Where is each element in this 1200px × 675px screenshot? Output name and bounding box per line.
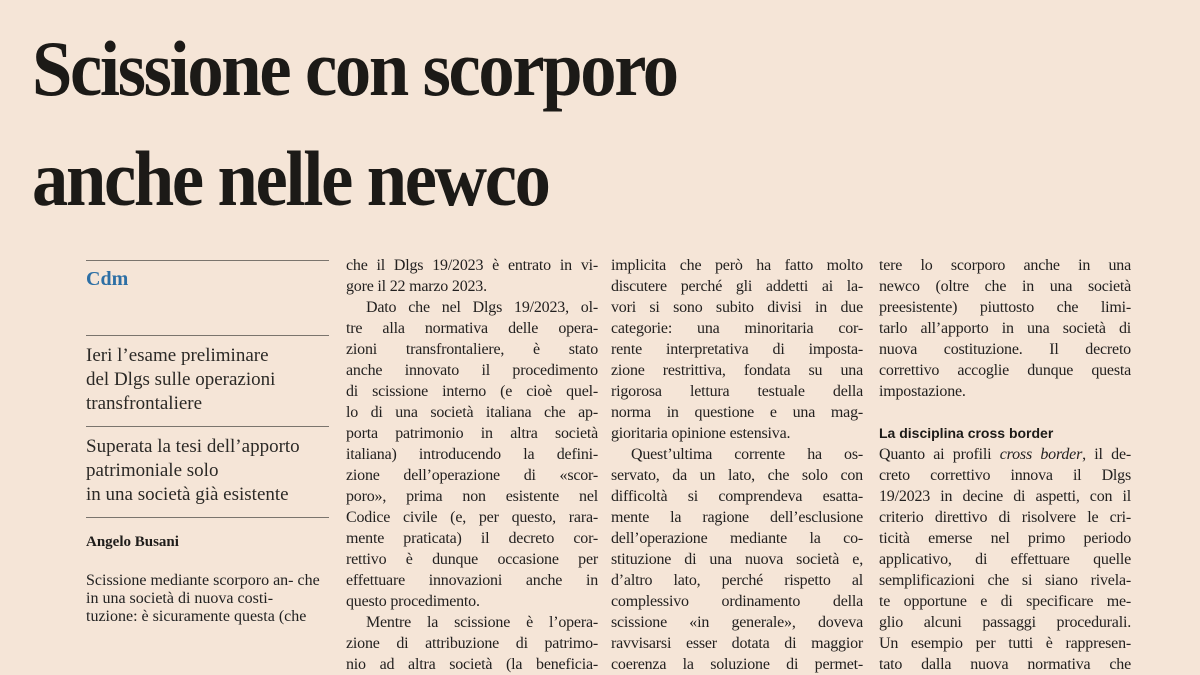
body-line: 19/2023 in decine di aspetti, con il xyxy=(879,488,1131,505)
text-fragment: , il de- xyxy=(1082,446,1131,463)
body-line: rente interpretativa di imposta- xyxy=(611,341,863,358)
body-line: rettivo è dunque occasione per xyxy=(346,551,598,568)
summary-line: Superata la tesi dell’apporto xyxy=(86,436,300,457)
body-line: Mentre la scissione è l’opera- xyxy=(366,614,598,631)
body-line: gioritaria opinione estensiva. xyxy=(611,425,791,442)
body-line: zione restrittiva, fondata su una xyxy=(611,362,863,379)
body-line: effettuare innovazioni anche in xyxy=(346,572,598,589)
sidebar xyxy=(86,260,329,625)
body-line: tato dalla nuova normativa che xyxy=(879,656,1131,673)
body-line: tere lo scorporo anche in una xyxy=(879,257,1131,274)
body-line: porta patrimonio in altra società xyxy=(346,425,598,442)
body-line: mente la ragione dell’esclusione xyxy=(611,509,863,526)
body-line: Codice civile (e, per questo, rara- xyxy=(346,509,598,526)
body-line: nio ad altra società (la beneficia- xyxy=(346,656,598,673)
body-line: scissione «in generale», doveva xyxy=(611,614,863,631)
body-line: che il Dlgs 19/2023 è entrato in vi- xyxy=(346,257,598,274)
headline-line-1: Scissione con scorporo xyxy=(32,25,677,112)
body-line: servato, da un lato, che solo con xyxy=(611,467,863,484)
body-line: impostazione. xyxy=(879,383,966,400)
summary-1 xyxy=(86,344,329,416)
body-line: questo procedimento. xyxy=(346,593,480,610)
body-line: zioni transfrontaliere, è stato xyxy=(346,341,598,358)
body-line: Un esempio per tutti è rappresen- xyxy=(879,635,1131,652)
body-line: tarlo all’apporto in una società di xyxy=(879,320,1131,337)
body-line: vori si sono subito divisi in due xyxy=(611,299,863,316)
body-line: zione di attribuzione di patrimo- xyxy=(346,635,598,652)
subheading: La disciplina cross border xyxy=(879,425,1054,441)
body-line: newco (oltre che in una società xyxy=(879,278,1131,295)
section-label: Cdm xyxy=(86,268,129,290)
author-byline: Angelo Busani xyxy=(86,534,179,550)
body-line: poro», prima non esistente nel xyxy=(346,488,598,505)
body-line: di scissione interno (e cioè quel- xyxy=(346,383,598,400)
divider xyxy=(86,335,329,336)
body-line: te opportune e di specificare me- xyxy=(879,593,1131,610)
body-line: complessivo ordinamento della xyxy=(611,593,863,610)
italic-term: cross border xyxy=(999,446,1083,463)
body-line: glio alcuni passaggi procedurali. xyxy=(879,614,1131,631)
divider xyxy=(86,260,329,261)
summary-2 xyxy=(86,435,329,507)
body-line: categorie: una minoritaria cor- xyxy=(611,320,863,337)
divider xyxy=(86,426,329,427)
body-line: d’altro lato, perché rispetto al xyxy=(611,572,863,589)
headline xyxy=(32,14,677,234)
body-line: nuova costituzione. Il decreto xyxy=(879,341,1131,358)
summary-line: transfrontaliere xyxy=(86,393,203,414)
body-line: Dato che nel Dlgs 19/2023, ol- xyxy=(366,299,598,316)
divider xyxy=(86,517,329,518)
body-line: che in una società di nuova costi- xyxy=(86,572,320,607)
text-fragment: Quanto ai profili xyxy=(879,446,1000,463)
summary-line: in una società già esistente xyxy=(86,484,289,505)
body-line: Quest’ultima corrente ha os- xyxy=(631,446,863,463)
body-line xyxy=(879,444,1131,465)
summary-line: patrimoniale solo xyxy=(86,460,219,481)
body-line: semplificazioni che si siano rivela- xyxy=(879,572,1131,589)
body-line: italiana) introducendo la defini- xyxy=(346,446,598,463)
body-line: norma in questione e una mag- xyxy=(611,404,863,421)
summary-line: Ieri l’esame preliminare xyxy=(86,345,269,366)
article-column-2 xyxy=(611,255,863,673)
body-line: dell’operazione mediante la co- xyxy=(611,530,863,547)
body-line: stituzione di una nuova società e, xyxy=(611,551,863,568)
summary-line: del Dlgs sulle operazioni xyxy=(86,369,276,390)
body-line: criterio direttivo di risolvere le cri- xyxy=(879,509,1131,526)
body-line: correttivo accoglie dunque questa xyxy=(879,362,1131,379)
body-line: tuzione: è sicuramente questa (che xyxy=(86,608,307,625)
body-line: creto correttivo innova il Dlgs xyxy=(879,467,1131,484)
headline-line-2: anche nelle newco xyxy=(32,135,549,222)
body-line: Scissione mediante scorporo an- xyxy=(86,572,294,589)
article-column-3 xyxy=(879,255,1131,673)
body-line: preesistente) piuttosto che limi- xyxy=(879,299,1131,316)
body-line: gore il 22 marzo 2023. xyxy=(346,278,487,295)
body-line: zione dell’operazione di «scor- xyxy=(346,467,598,484)
body-line: ravvisarsi esser dotata di maggior xyxy=(611,635,863,652)
body-line: anche innovato il procedimento xyxy=(346,362,598,379)
body-line: implicita che però ha fatto molto xyxy=(611,257,863,274)
body-line: coerenza la soluzione di permet- xyxy=(611,656,863,673)
body-line: lo di una società italiana che ap- xyxy=(346,404,598,421)
body-line: tre alla normativa delle opera- xyxy=(346,320,598,337)
article-column-1 xyxy=(346,255,598,673)
body-line: discutere perché gli addetti ai la- xyxy=(611,278,863,295)
body-line: mente praticata) il decreto cor- xyxy=(346,530,598,547)
body-line: rigorosa lettura testuale della xyxy=(611,383,863,400)
body-line: applicativo, di effettuare quelle xyxy=(879,551,1131,568)
article-body-start xyxy=(86,572,329,625)
body-line: ticità emerse nel primo periodo xyxy=(879,530,1131,547)
body-line: difficoltà si comprendeva esatta- xyxy=(611,488,863,505)
